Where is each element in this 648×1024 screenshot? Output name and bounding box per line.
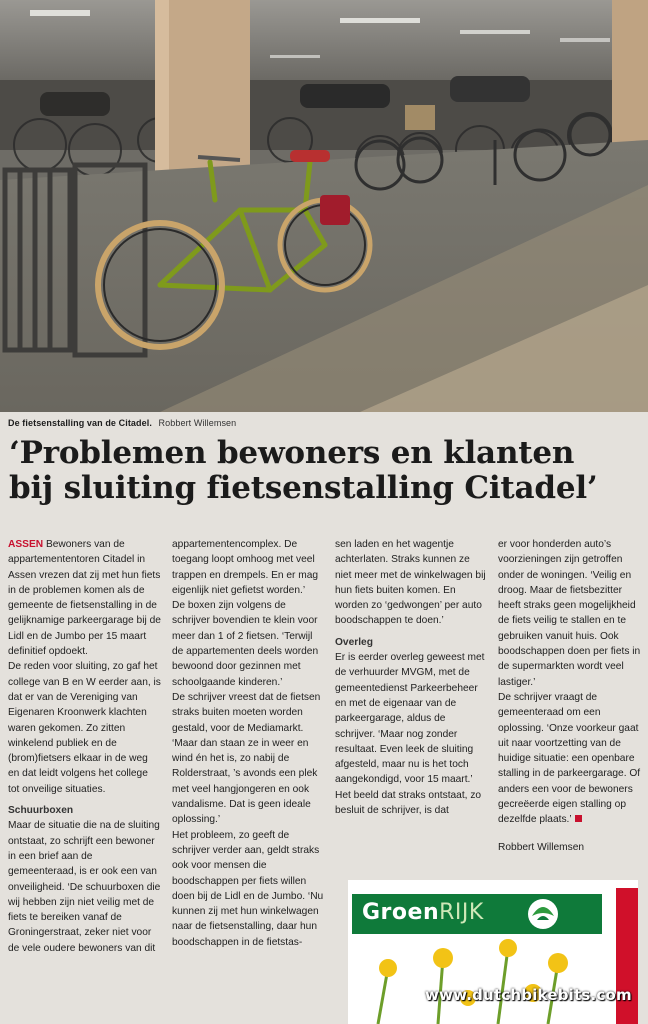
article-photo [0, 0, 648, 412]
bicycle-parking-photo [0, 0, 648, 412]
paragraph-text: De schrijver vraagt de gemeenteraad om een oplossing. ‘Onze voorkeur gaat uit naar voortzetting van de huidige situatie: een openbare stalling in de parkeergarage. Of anders een voor de bewoners gecreëerde eigen stalling op dezelfde plaats.’ [498, 691, 641, 826]
paragraph: Het probleem, zo geeft de schrijver verder aan, geldt straks ook voor mensen die boodschappen per fiets willen doen bij de Lidl en de Jumbo. ‘Nu kunnen zij met hun winkelwagen naar de fietsenstalling, daar hun boodschappen in de fietstas- [172, 829, 324, 948]
paragraph: De boxen zijn volgens de schrijver bovendien te klein voor meer dan 1 of 2 fietsen. ‘Terwijl de appartementen deels worden bewoond door gezinnen met schoolgaande kinderen.’ [172, 600, 319, 688]
photo-caption [8, 418, 236, 428]
subheading: Overleg [335, 636, 373, 648]
ad-logo-part2: RIJK [439, 900, 484, 925]
paragraph: De schrijver vreest dat de fietsen straks buiten moeten worden gestald, voor de Mediamarkt. ‘Maar dan staan ze in weer en wind én het is, zo nabij de Rolderstraat, ’s avonds een plek met veel hangjongeren en ook vandalisme. Dat is geen ideale oplossing.’ [172, 691, 321, 826]
paragraph: sen laden en het wagentje achterlaten. Straks kunnen ze niet meer met de winkelwagen bij hun fiets buiten komen. En worden zo ‘gedwongen’ per auto boodschappen te doen.’ [335, 539, 486, 627]
paragraph: De reden voor sluiting, zo gaf het college van B en W eerder aan, is dat er van de Vereniging van Eigenaren Kroonwerk klachten waren gekomen. Zo zitten winkelend publiek en de (brom)fietsers elkaar in de weg en dat leidt volgens het college tot onveilige situaties. [8, 661, 161, 795]
caption-credit: Robbert Willemsen [158, 418, 237, 428]
headline-line-2: bij sluiting fietsenstalling Citadel’ [9, 470, 598, 506]
article-author: Robbert Willemsen [498, 841, 585, 853]
article-headline [9, 436, 639, 506]
paragraph: Maar de situatie die na de sluiting ontstaat, zo schrijft een bewoner in een brief aan de gemeenteraad, is er ook een van onveiligheid. ‘De schuurboxen die wij hebben zijn niet veilig met de fiets te bereiken vanaf de Groningerstraat, zeker niet voor de vele oudere bewoners van dit [8, 820, 161, 954]
article-column-4 [498, 537, 644, 855]
daffodils-icon [348, 938, 638, 1024]
article-column-3 [335, 537, 487, 818]
headline-line-1: ‘Problemen bewoners en klanten [9, 435, 575, 471]
leaf-logo-icon [518, 896, 568, 932]
dateline-city: ASSEN [8, 539, 44, 550]
paragraph: Er is eerder overleg geweest met de verhuurder MVGM, met de gemeentedienst Parkeerbeheer en met de eigenaar van de parkeergarage, aldus de schrijver. ‘Maar nog zonder resultaat. Even leek de sluiting afgesteld, maar nu is het toch aangekondigd, voor 15 maart.’ [335, 652, 485, 786]
paragraph [8, 537, 161, 659]
subheading: Schuurboxen [8, 805, 74, 817]
paragraph: Het beeld dat straks ontstaat, zo besluit de schrijver, is dat [335, 789, 482, 817]
ad-logo-part1: Groen [362, 900, 440, 925]
paragraph [498, 690, 644, 828]
paragraph: er voor honderden auto’s voorzieningen zijn getroffen onder de woningen. ‘Veilig en droog. Maar de fietsbezitter heeft straks geen mogelijkheid de fiets veilig te stallen en te gebruiken vanuit huis. Ook boodschappen doen per fiets in de supermarkten wordt veel lastiger.’ [498, 539, 641, 688]
article-column-1 [8, 537, 161, 956]
paragraph: appartementencomplex. De toegang loopt omhoog met veel trappen en drempels. En er mag eigenlijk niet gefietst worden.’ [172, 539, 319, 596]
caption-title: De fietsenstalling van de Citadel. [8, 418, 152, 428]
end-mark [575, 815, 582, 822]
watermark-url: www.dutchbikebits.com [425, 986, 632, 1004]
article-column-2 [172, 537, 324, 950]
paragraph-text: Bewoners van de appartemententoren Citadel in Assen vrezen dat zij met hun fiets in de problemen komen als de gemeente de fietsenstalling in de gelijknamige parkeergarage bij de Lidl en de Jumbo per 15 maart definitief opdoekt. [8, 539, 161, 658]
ad-logo [362, 900, 484, 925]
